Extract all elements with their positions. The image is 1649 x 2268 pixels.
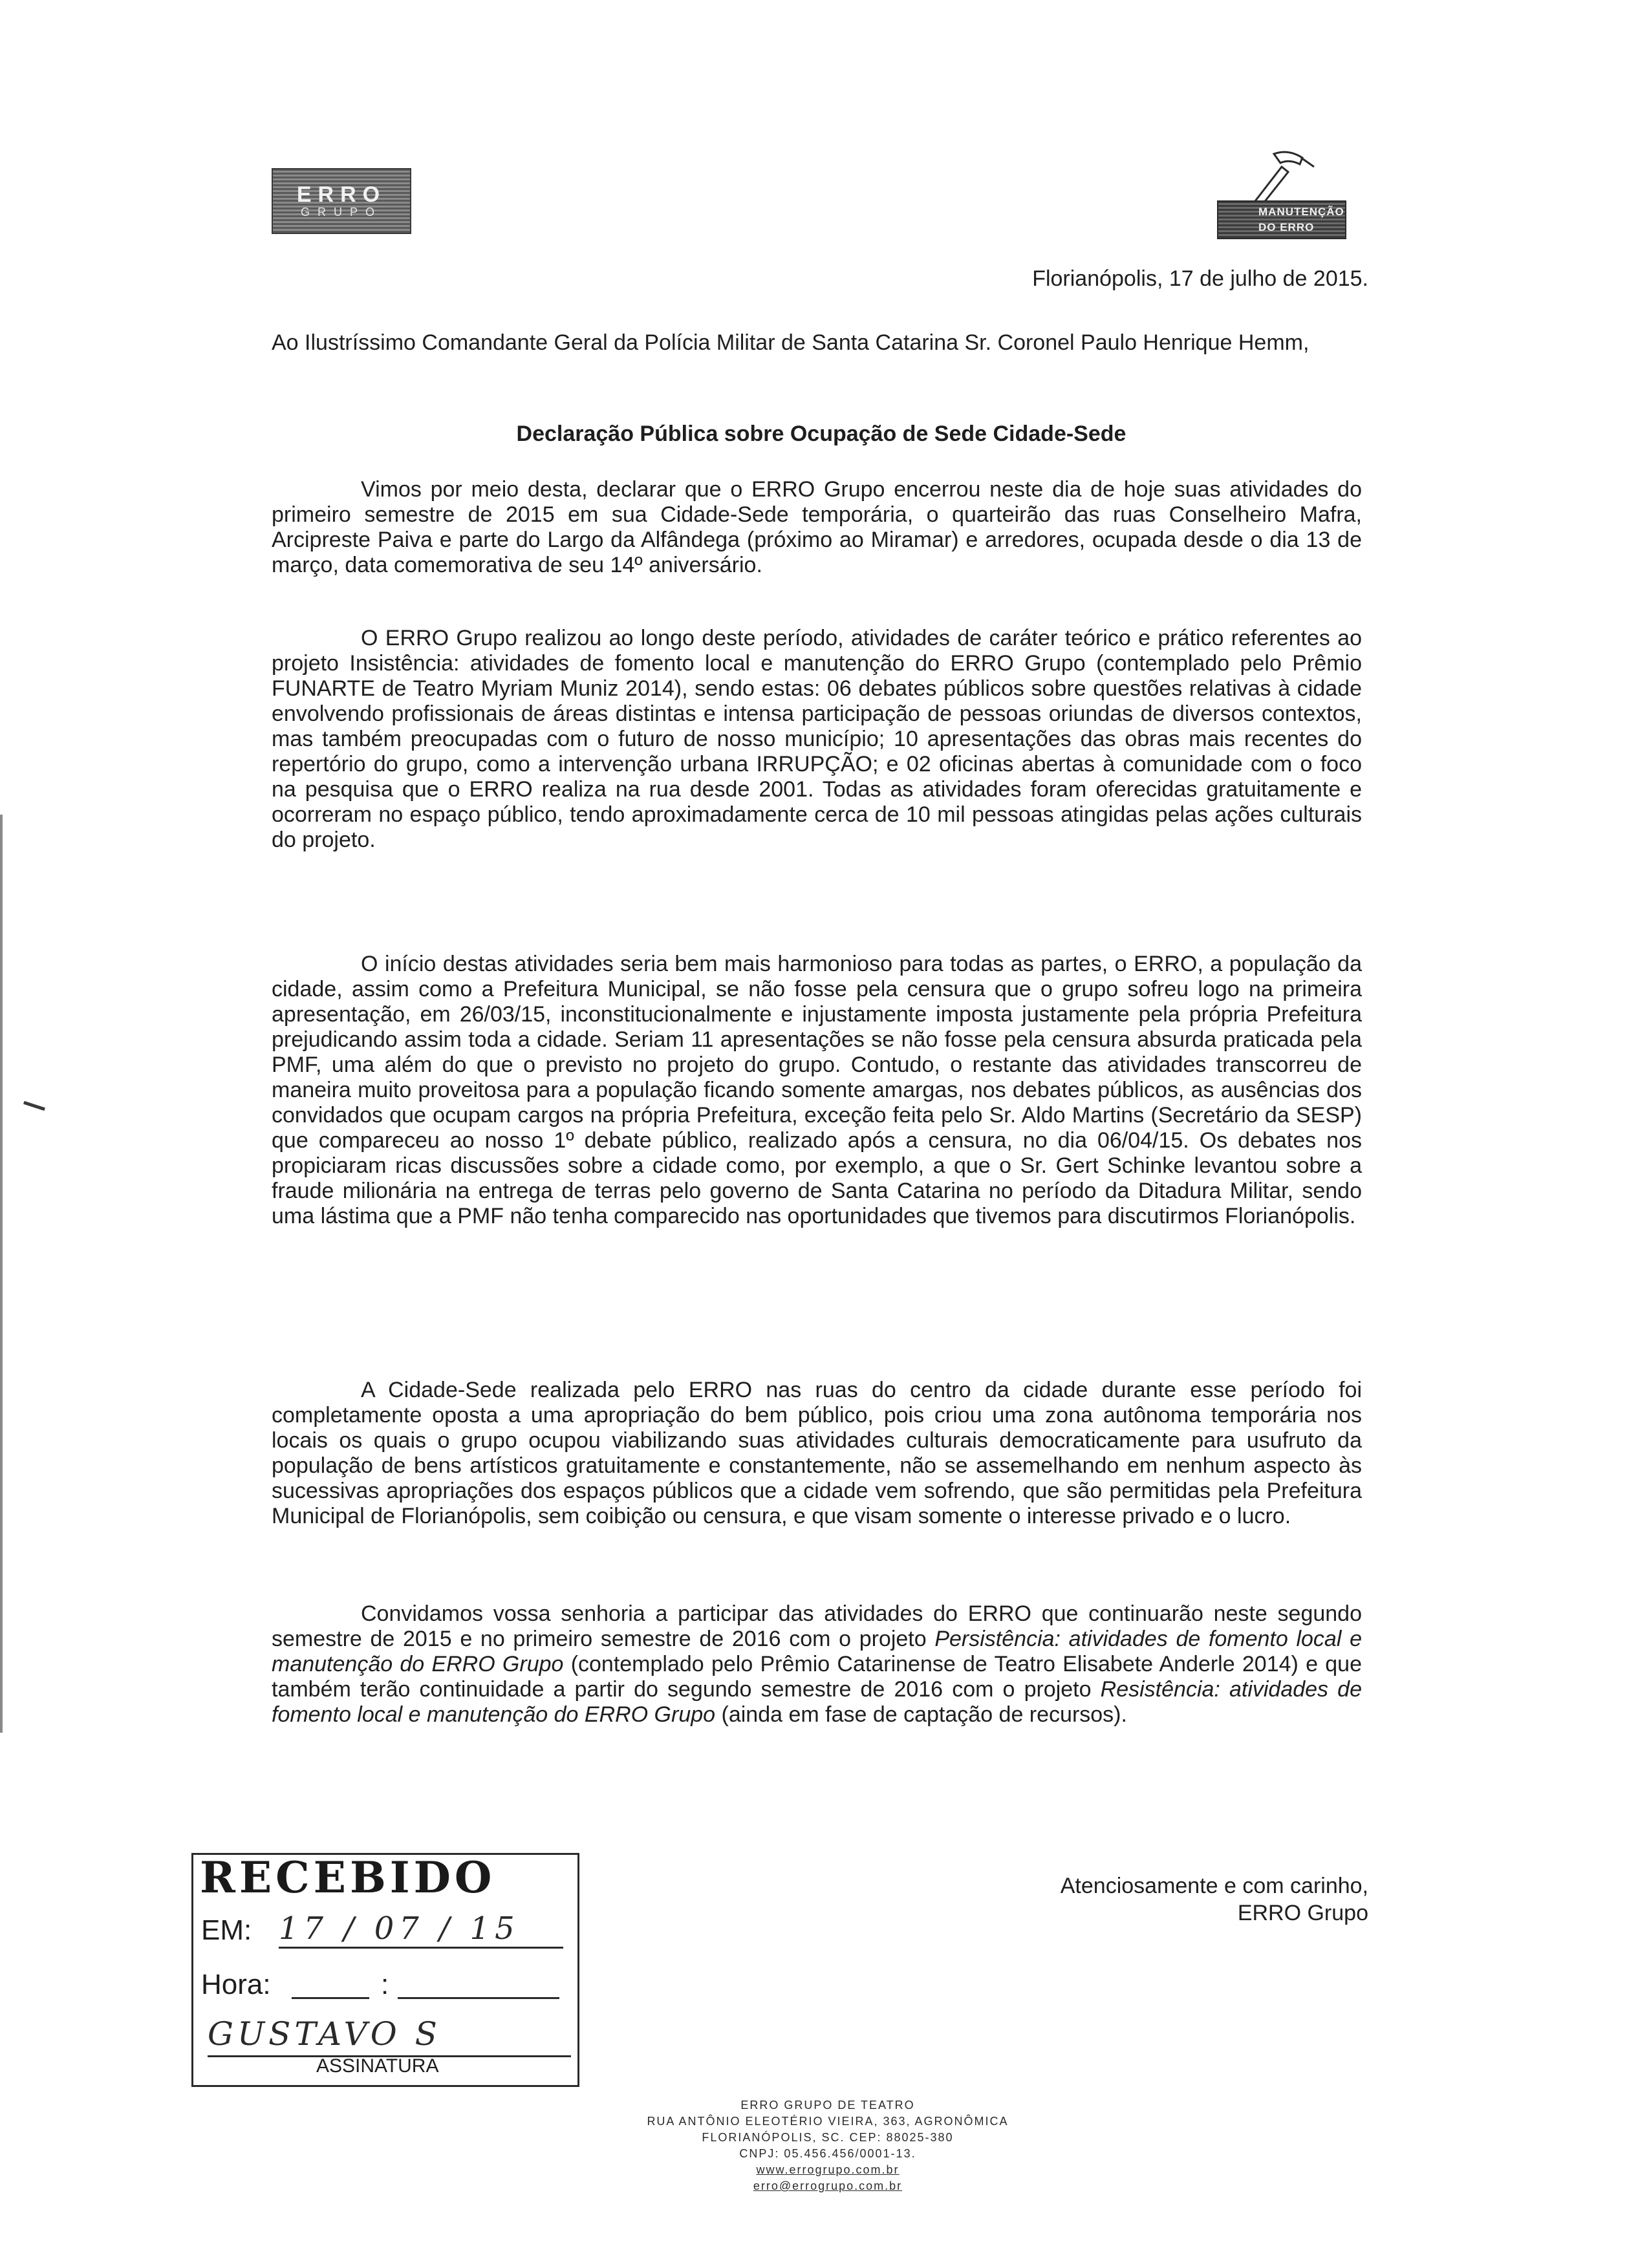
project-name-persistencia: Persistência: atividades de fomento local e manutenção do ERRO Grupo <box>272 1627 1362 1676</box>
footer-cnpj: CNPJ: 05.456.456/0001-13. <box>739 2147 916 2160</box>
stamp-date-value: 17 / 07 / 15 <box>279 1910 563 1949</box>
logo-box <box>1217 200 1346 239</box>
paragraph-5-text-3: (ainda em fase de captação de recursos). <box>715 1702 1127 1727</box>
scan-mark <box>23 1101 45 1111</box>
footer-city: FLORIANÓPOLIS, SC. CEP: 88025-380 <box>702 2131 954 2144</box>
footer-email: erro@errogrupo.com.br <box>753 2179 903 2192</box>
project-name-resistencia: Resistência: atividades de fomento local e manutenção do ERRO Grupo <box>272 1677 1362 1727</box>
stamp-signature-label: ASSINATURA <box>316 2055 439 2077</box>
footer-website: www.errogrupo.com.br <box>756 2163 900 2176</box>
logo-line-1: MANUTENÇÃO <box>1258 206 1344 218</box>
addressee: Ao Ilustríssimo Comandante Geral da Polícia Militar de Santa Catarina Sr. Coronel Paulo Henrique Hemm, <box>272 330 1310 355</box>
logo-line-1: ERRO <box>296 182 387 207</box>
paragraph-2: O ERRO Grupo realizou ao longo deste período, atividades de caráter teórico e prático referentes ao projeto Insistência: atividades de fomento local e manutenção do ERRO Grupo (contemplado pelo Prêmio FUNARTE de Teatro Myriam Muniz 2014), sendo estas: 06 debates públicos sobre questões relativas à cidade envolvendo profissionais de áreas distintas e intensa participação de pessoas oriundas de diversos contextos, mas também preocupadas com o futuro de nosso município; 10 apresentações das obras mais recentes do repertório do grupo, como a intervenção urbana IRRUPÇÃO; e 02 oficinas abertas à comunidade com o foco na pesquisa que o ERRO realiza na rua desde 2001. Todas as atividades foram oferecidas gratuitamente e ocorreram no espaço público, tendo aproximadamente cerca de 10 mil pessoas atingidas pelas ações culturais do projeto. <box>272 626 1362 852</box>
stamp-time-label: Hora: <box>201 1969 271 2000</box>
stamp-time-hour-line <box>292 1997 369 1999</box>
letter-title: Declaração Pública sobre Ocupação de Sede Cidade-Sede <box>516 422 1126 446</box>
stamp-signature: GUSTAVO S <box>208 2015 571 2057</box>
letter-date: Florianópolis, 17 de julho de 2015. <box>1032 266 1368 291</box>
logo-line-2: GRUPO <box>300 206 382 219</box>
paragraph-5-text-2: (contemplado pelo Prêmio Catarinense de Teatro Elisabete Anderle 2014) e que também terão continuidade a partir do segundo semestre de 2016 com o projeto <box>272 1652 1362 1702</box>
logo-line-2: DO ERRO <box>1258 221 1315 233</box>
closing-signature: ERRO Grupo <box>1237 1901 1368 1925</box>
stamp-date-label: EM: <box>201 1914 252 1946</box>
erro-grupo-logo <box>272 168 411 234</box>
footer-address: RUA ANTÔNIO ELEOTÉRIO VIEIRA, 363, AGRONÔMICA <box>647 2115 1009 2128</box>
closing-line-1: Atenciosamente e com carinho, <box>1060 1874 1368 1898</box>
paragraph-4: A Cidade-Sede realizada pelo ERRO nas ruas do centro da cidade durante esse período foi completamente oposta a uma apropriação do bem público, pois criou uma zona autônoma temporária nos locais os quais o grupo ocupou viabilizando suas atividades culturais democraticamente para usufruto da população de bens artísticos gratuitamente e constantemente, não se assemelhando em nenhum aspecto às sucessivas apropriações dos espaços públicos que a cidade vem sofrendo, que são permitidas pela Prefeitura Municipal de Florianópolis, sem coibição ou censura, e que visam somente o interesse privado e o lucro. <box>272 1378 1362 1528</box>
footer-letterhead <box>621 2097 1035 2194</box>
scan-edge-mark <box>0 815 3 1733</box>
stamp-time-separator: : <box>381 1969 389 2000</box>
paragraph-5 <box>272 1601 1362 1728</box>
paragraph-5-text-1: Convidamos vossa senhoria a participar das atividades do ERRO que continuarão neste segundo semestre de 2015 e no primeiro semestre de 2016 com o projeto <box>272 1601 1362 1651</box>
stamp-time-minute-line <box>398 1997 559 1999</box>
paragraph-1: Vimos por meio desta, declarar que o ERRO Grupo encerrou neste dia de hoje suas atividades do primeiro semestre de 2015 em sua Cidade-Sede temporária, o quarteirão das ruas Conselheiro Mafra, Arcipreste Paiva e parte do Largo da Alfândega (próximo ao Miramar) e arredores, ocupada desde o dia 13 de março, data comemorativa de seu 14º aniversário. <box>272 477 1362 577</box>
manutencao-do-erro-logo <box>1191 147 1346 239</box>
footer-company: ERRO GRUPO DE TEATRO <box>740 2099 915 2112</box>
closing <box>1061 1872 1368 1927</box>
stamp-title: RECEBIDO <box>200 1852 496 1903</box>
received-stamp <box>191 1853 579 2087</box>
paragraph-3: O início destas atividades seria bem mais harmonioso para todas as partes, o ERRO, a população da cidade, assim como a Prefeitura Municipal, se não fosse pela censura que o grupo sofreu logo na primeira apresentação, em 26/03/15, inconstitucionalmente e injustamente imposta justamente pela própria Prefeitura prejudicando assim toda a cidade. Seriam 11 apresentações se não fosse pela censura absurda praticada pela PMF, uma além do que o previsto no projeto do grupo. Contudo, o restante das atividades transcorreu de maneira muito proveitosa para a população ficando somente amargas, nos debates públicos, as ausências dos convidados que ocupam cargos na própria Prefeitura, exceção feita pelo Sr. Aldo Martins (Secretário da SESP) que compareceu ao nosso 1º debate público, realizado após a censura, no dia 06/04/15. Os debates nos propiciaram ricas discussões sobre a cidade como, por exemplo, a que o Sr. Gert Schinke levantou sobre a fraude milionária na entrega de terras pelo governo de Santa Catarina no período da Ditadura Militar, sendo uma lástima que a PMF não tenha comparecido nas oportunidades que tivemos para discutirmos Florianópolis. <box>272 952 1362 1228</box>
